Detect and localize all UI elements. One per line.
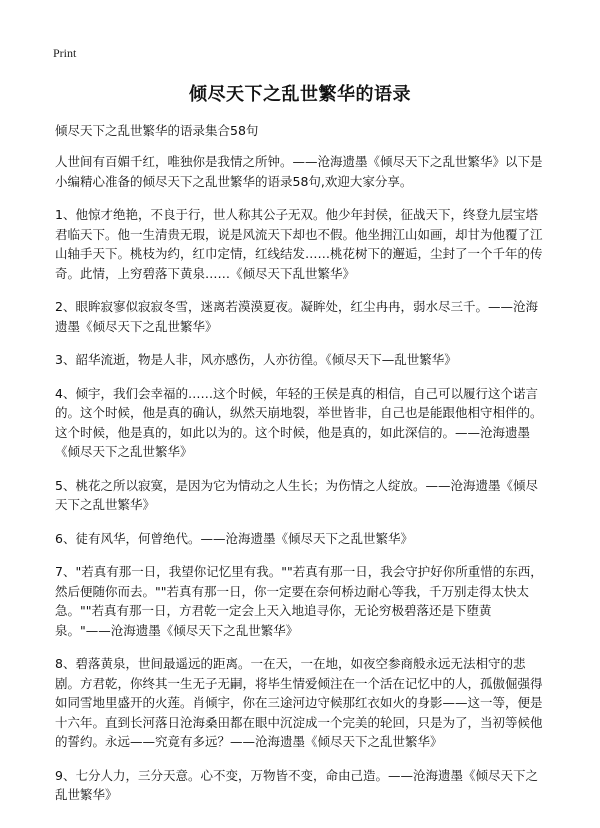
- quote-paragraph-8: 8、碧落黄泉，世间最遥远的距离。一在天，一在地，如夜空参商般永远无法相守的悲剧。方君乾，你终其一生无子无嗣，将毕生情爱倾注在一个活在记忆中的人，孤傲倔强得如同雪地里盛开的火莲。肖倾宇，你在三途河边守候那红衣如火的身影——这一等，便是十六年。直到长河落日沧海桑田都在眼中沉淀成一个完美的轮回，只是为了，当初等候他的誓约。永远——究竟有多远？——沧海遗墨《倾尽天下之乱世繁华》: [55, 656, 543, 749]
- print-link[interactable]: Print: [53, 46, 77, 60]
- quote-paragraph-7: 7、"若真有那一日，我望你记忆里有我。""若真有那一日，我会守护好你所重惜的东西，然后便随你而去。""若真有那一日，你一定要在奈何桥边耐心等我，千万别走得太快太急。""若真有那一日，方君乾一定会上天入地追寻你，无论穷极碧落还是下堕黄泉。"——沧海遗墨《倾尽天下之乱世繁华》: [55, 564, 543, 638]
- article-body: [55, 152, 547, 819]
- intro-paragraph: 人世间有百媚千红，唯独你是我情之所钟。——沧海遗墨《倾尽天下之乱世繁华》以下是小编精心准备的倾尽天下之乱世繁华的语录58句,欢迎大家分享。: [55, 154, 543, 189]
- page-title: 倾尽天下之乱世繁华的语录: [189, 84, 411, 105]
- quote-paragraph-6: 6、徒有风华，何曾绝代。——沧海遗墨《倾尽天下之乱世繁华》: [55, 530, 413, 546]
- quote-paragraph-2: 2、眼眸寂寥似寂寂冬雪，迷离若漠漠夏夜。凝眸处，红尘冉冉，弱水尽三千。——沧海遗墨《倾尽天下之乱世繁华》: [55, 299, 538, 334]
- quote-paragraph-3: 3、韶华流逝，物是人非，风亦感伤，人亦彷徨。《倾尽天下—乱世繁华》: [55, 352, 457, 367]
- page-subtitle: 倾尽天下之乱世繁华的语录集合58句: [55, 123, 259, 138]
- quote-paragraph-5: 5、桃花之所以寂寞，是因为它为情动之人生长；为伤情之人绽放。——沧海遗墨《倾尽天下之乱世繁华》: [55, 477, 538, 512]
- quote-paragraph-1: 1、他惊才绝艳，不良于行，世人称其公子无双。他少年封侯，征战天下，终登九层宝塔君临天下。他一生清贵无瑕，说是风流天下却也不假。他坐拥江山如画，却甘为他覆了江山轴手天下。桃枝为约，红巾定情，红线结发……桃花树下的邂逅，尘封了一个千年的传奇。此情，上穷碧落下黄泉……《倾尽天下乱世繁华》: [55, 207, 543, 281]
- quote-paragraph-4: 4、倾宇，我们会幸福的……这个时候，年轻的王侯是真的相信，自己可以履行这个诺言的。这个时候，他是真的确认，纵然天崩地裂，举世皆非，自己也是能跟他相守相伴的。这个时候，他是真的，如此以为的。这个时候，他是真的，如此深信的。——沧海遗墨《倾尽天下之乱世繁华》: [55, 385, 543, 459]
- quote-paragraph-9: 9、七分人力，三分天意。心不变，万物皆不变，命由己造。——沧海遗墨《倾尽天下之乱世繁华》: [55, 767, 538, 802]
